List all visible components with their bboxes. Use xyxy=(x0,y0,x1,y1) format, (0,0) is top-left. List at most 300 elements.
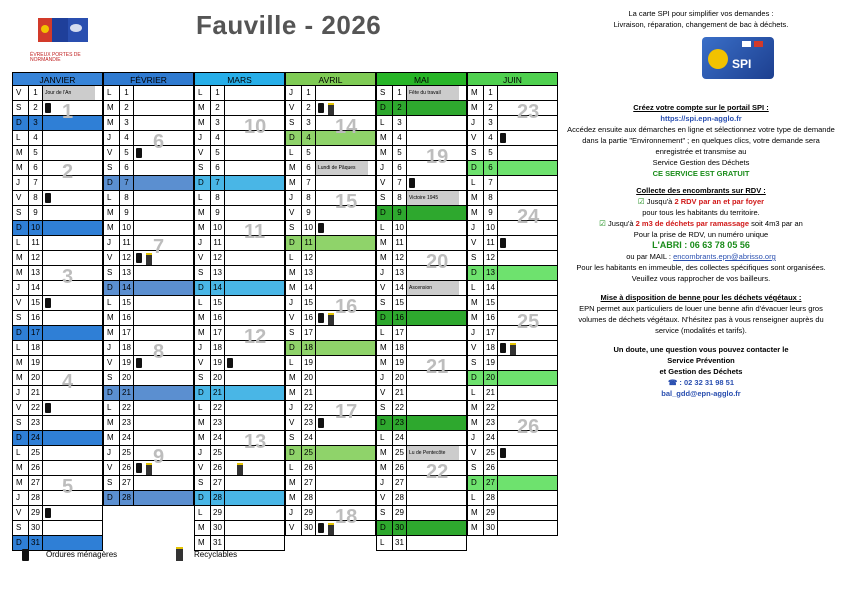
week-number: 11 xyxy=(244,221,266,243)
day-row xyxy=(103,116,194,131)
day-number: 29 xyxy=(211,506,225,520)
day-row xyxy=(103,176,194,191)
day-row xyxy=(103,311,194,326)
day-row xyxy=(285,491,376,506)
day-row xyxy=(194,371,285,386)
weekday-letter: L xyxy=(195,506,211,520)
weekday-letter: M xyxy=(377,146,393,160)
weekday-letter: M xyxy=(377,341,393,355)
weekday-letter: D xyxy=(13,326,29,340)
weekday-letter: M xyxy=(377,131,393,145)
day-number: 29 xyxy=(484,506,498,520)
day-row xyxy=(194,311,285,326)
day-row xyxy=(12,131,103,146)
day-row xyxy=(285,446,376,461)
day-number: 21 xyxy=(211,386,225,400)
weekday-letter: M xyxy=(195,311,211,325)
dumpster-text: EPN permet aux particuliers de louer une benne afin d'évacuer leurs gros volumes de déchets végétaux. N'hésitez pas à vous renseigner auprès du service (modalités et tarifs). xyxy=(578,304,824,335)
trash-bin-icon xyxy=(136,148,142,158)
weekday-letter: L xyxy=(286,461,302,475)
abri-phone: L'ABRI : 06 63 78 05 56 xyxy=(652,240,750,250)
week-number: 21 xyxy=(426,356,449,378)
weekday-letter: S xyxy=(195,476,211,490)
day-row xyxy=(103,356,194,371)
weekday-letter: V xyxy=(13,191,29,205)
weekday-letter: M xyxy=(377,446,393,460)
day-row xyxy=(103,191,194,206)
day-row xyxy=(376,176,467,191)
day-number: 25 xyxy=(302,446,316,460)
day-row xyxy=(194,536,285,551)
day-number: 28 xyxy=(484,491,498,505)
day-row xyxy=(285,341,376,356)
day-number: 11 xyxy=(393,236,407,250)
day-number: 30 xyxy=(302,521,316,535)
weekday-letter: M xyxy=(377,461,393,475)
day-row xyxy=(285,221,376,236)
day-row xyxy=(467,251,558,266)
weekday-letter: L xyxy=(13,236,29,250)
day-number: 28 xyxy=(211,491,225,505)
day-row xyxy=(194,416,285,431)
day-number: 16 xyxy=(302,311,316,325)
weekday-letter: S xyxy=(286,326,302,340)
day-number: 7 xyxy=(29,176,43,190)
day-row xyxy=(12,311,103,326)
day-row xyxy=(103,131,194,146)
day-number: 8 xyxy=(120,191,134,205)
weekday-letter: V xyxy=(286,311,302,325)
day-number: 30 xyxy=(393,521,407,535)
day-number: 30 xyxy=(484,521,498,535)
day-number: 20 xyxy=(393,371,407,385)
day-row xyxy=(103,251,194,266)
day-number: 22 xyxy=(120,401,134,415)
day-number: 26 xyxy=(29,461,43,475)
trash-bin-icon xyxy=(45,298,51,308)
weekday-letter: S xyxy=(377,191,393,205)
day-row xyxy=(12,356,103,371)
week-number: 25 xyxy=(517,311,540,333)
weekday-letter: S xyxy=(195,266,211,280)
weekday-letter: D xyxy=(104,281,120,295)
weekday-letter: L xyxy=(104,191,120,205)
day-row xyxy=(467,101,558,116)
day-number: 8 xyxy=(29,191,43,205)
day-number: 13 xyxy=(29,266,43,280)
weekday-letter: V xyxy=(13,296,29,310)
day-row xyxy=(103,446,194,461)
weekday-letter: D xyxy=(195,386,211,400)
day-number: 23 xyxy=(484,416,498,430)
day-number: 23 xyxy=(302,416,316,430)
day-row xyxy=(103,476,194,491)
week-number: 7 xyxy=(153,236,165,258)
trash-bin-icon xyxy=(318,418,324,428)
day-row xyxy=(285,401,376,416)
day-number: 27 xyxy=(120,476,134,490)
recycling-bin-icon xyxy=(176,547,183,561)
week-number: 8 xyxy=(153,341,165,363)
day-row xyxy=(285,356,376,371)
week-number: 17 xyxy=(335,401,358,423)
day-row xyxy=(12,416,103,431)
day-row xyxy=(376,116,467,131)
day-number: 24 xyxy=(393,431,407,445)
day-row xyxy=(194,101,285,116)
weekday-letter: S xyxy=(104,161,120,175)
day-row xyxy=(194,401,285,416)
weekday-letter: D xyxy=(104,491,120,505)
day-number: 28 xyxy=(29,491,43,505)
weekday-letter: J xyxy=(104,131,120,145)
day-row xyxy=(467,296,558,311)
day-number: 29 xyxy=(29,506,43,520)
trash-bin-icon xyxy=(318,103,324,113)
weekday-letter: J xyxy=(195,446,211,460)
weekday-letter: M xyxy=(468,521,484,535)
day-row xyxy=(12,206,103,221)
weekday-letter: M xyxy=(468,86,484,100)
day-number: 15 xyxy=(302,296,316,310)
bulky-mail: ou par MAIL : encombrants.epn@abrisso.org xyxy=(626,252,776,261)
day-number: 7 xyxy=(484,176,498,190)
day-number: 31 xyxy=(393,536,407,550)
month-header: JANVIER xyxy=(12,72,103,86)
day-number: 5 xyxy=(484,146,498,160)
weekday-letter: S xyxy=(13,101,29,115)
day-number: 4 xyxy=(211,131,225,145)
day-number: 31 xyxy=(29,536,43,550)
weekday-letter: L xyxy=(468,281,484,295)
trash-bin-icon xyxy=(500,133,506,143)
day-number: 5 xyxy=(29,146,43,160)
dumpster-title: Mise à disposition de benne pour les déchets végétaux : xyxy=(600,293,802,302)
holiday-label: Fête du travail xyxy=(407,86,459,100)
recycling-bin-icon xyxy=(328,313,334,325)
day-number: 16 xyxy=(211,311,225,325)
weekday-letter: J xyxy=(195,236,211,250)
day-row xyxy=(194,191,285,206)
weekday-letter: L xyxy=(195,401,211,415)
weekday-letter: J xyxy=(377,161,393,175)
recycling-bin-icon xyxy=(237,463,243,475)
weekday-letter: V xyxy=(468,341,484,355)
trash-bin-icon xyxy=(136,463,142,473)
day-number: 22 xyxy=(302,401,316,415)
day-row xyxy=(285,521,376,536)
day-row xyxy=(285,266,376,281)
day-number: 21 xyxy=(302,386,316,400)
day-row xyxy=(194,251,285,266)
weekday-letter: J xyxy=(286,191,302,205)
weekday-letter: S xyxy=(104,371,120,385)
building-note: Pour les habitants en immeuble, des collectes spécifiques sont organisées. xyxy=(576,263,826,272)
weekday-letter: V xyxy=(13,401,29,415)
day-number: 9 xyxy=(29,206,43,220)
weekday-letter: M xyxy=(468,191,484,205)
day-number: 3 xyxy=(29,116,43,130)
day-number: 10 xyxy=(484,221,498,235)
day-number: 11 xyxy=(302,236,316,250)
recycling-bin-icon xyxy=(328,523,334,535)
day-row xyxy=(285,326,376,341)
weekday-letter: V xyxy=(377,386,393,400)
day-row xyxy=(194,506,285,521)
day-number: 20 xyxy=(211,371,225,385)
contact-line-1: Un doute, une question vous pouvez contacter le xyxy=(613,345,789,354)
week-number: 10 xyxy=(244,116,267,138)
weekday-letter: L xyxy=(195,191,211,205)
weekday-letter: M xyxy=(468,206,484,220)
month-column xyxy=(467,72,558,538)
weekday-letter: M xyxy=(468,311,484,325)
weekday-letter: V xyxy=(377,281,393,295)
weekday-letter: D xyxy=(13,116,29,130)
day-row xyxy=(285,146,376,161)
weekday-letter: M xyxy=(195,431,211,445)
weekday-letter: S xyxy=(13,311,29,325)
weekday-letter: M xyxy=(286,476,302,490)
trash-bin-icon xyxy=(500,343,506,353)
day-row xyxy=(103,296,194,311)
day-row xyxy=(467,356,558,371)
day-row xyxy=(103,101,194,116)
day-row xyxy=(12,281,103,296)
day-number: 22 xyxy=(393,401,407,415)
weekday-letter: J xyxy=(468,221,484,235)
weekday-letter: J xyxy=(195,341,211,355)
day-row xyxy=(285,296,376,311)
week-number: 18 xyxy=(335,506,358,528)
legend-household: Ordures ménagères xyxy=(46,550,118,559)
day-number: 11 xyxy=(29,236,43,250)
weekday-letter: D xyxy=(195,176,211,190)
day-row xyxy=(194,206,285,221)
day-row xyxy=(467,521,558,536)
weekday-letter: D xyxy=(13,431,29,445)
week-number: 15 xyxy=(335,191,358,213)
day-number: 11 xyxy=(120,236,134,250)
day-row xyxy=(12,161,103,176)
day-row xyxy=(285,101,376,116)
day-row xyxy=(285,161,376,176)
week-number: 13 xyxy=(244,431,267,453)
day-row xyxy=(285,176,376,191)
trash-bin-icon xyxy=(318,523,324,533)
week-number: 6 xyxy=(153,131,165,153)
weekday-letter: J xyxy=(104,341,120,355)
weekday-letter: V xyxy=(104,251,120,265)
month-column xyxy=(12,72,103,547)
day-number: 1 xyxy=(211,86,225,100)
weekday-letter: V xyxy=(286,521,302,535)
trash-bin-icon xyxy=(500,238,506,248)
day-number: 6 xyxy=(29,161,43,175)
day-row xyxy=(12,221,103,236)
day-number: 3 xyxy=(393,116,407,130)
weekday-letter: S xyxy=(104,266,120,280)
day-row xyxy=(467,161,558,176)
weekday-letter: M xyxy=(13,146,29,160)
portal-link[interactable]: https://spi.epn-agglo.fr xyxy=(660,114,742,123)
day-number: 26 xyxy=(302,461,316,475)
day-row xyxy=(12,341,103,356)
weekday-letter: J xyxy=(286,86,302,100)
weekday-letter: S xyxy=(377,296,393,310)
day-number: 20 xyxy=(302,371,316,385)
weekday-letter: J xyxy=(468,431,484,445)
week-number: 5 xyxy=(62,476,74,498)
weekday-letter: M xyxy=(13,461,29,475)
day-number: 16 xyxy=(484,311,498,325)
day-number: 18 xyxy=(211,341,225,355)
weekday-letter: D xyxy=(195,491,211,505)
weekday-letter: M xyxy=(468,416,484,430)
day-number: 15 xyxy=(484,296,498,310)
day-row xyxy=(103,281,194,296)
day-number: 2 xyxy=(393,101,407,115)
day-number: 17 xyxy=(211,326,225,340)
month-header: AVRIL xyxy=(285,72,376,86)
holiday-label: Lundi de Pâques xyxy=(316,161,368,175)
weekday-letter: L xyxy=(377,326,393,340)
day-row xyxy=(103,161,194,176)
day-row xyxy=(285,236,376,251)
day-number: 24 xyxy=(211,431,225,445)
day-number: 11 xyxy=(211,236,225,250)
day-row xyxy=(12,521,103,536)
day-number: 13 xyxy=(393,266,407,280)
day-row xyxy=(467,506,558,521)
day-row xyxy=(376,506,467,521)
weekday-letter: V xyxy=(195,356,211,370)
bulky-rule-1b: pour tous les habitants du territoire. xyxy=(642,208,760,217)
day-row xyxy=(467,476,558,491)
page-title: Fauville - 2026 xyxy=(196,10,382,40)
day-row xyxy=(467,416,558,431)
day-number: 27 xyxy=(393,476,407,490)
day-number: 17 xyxy=(484,326,498,340)
weekday-letter: M xyxy=(104,206,120,220)
day-number: 19 xyxy=(302,356,316,370)
day-row xyxy=(12,431,103,446)
weekday-letter: J xyxy=(286,296,302,310)
day-number: 27 xyxy=(211,476,225,490)
weekday-letter: L xyxy=(195,296,211,310)
weekday-letter: M xyxy=(13,356,29,370)
month-header: FÉVRIER xyxy=(103,72,194,86)
day-row xyxy=(467,191,558,206)
weekday-letter: V xyxy=(468,446,484,460)
trash-bin-icon xyxy=(318,313,324,323)
day-number: 3 xyxy=(211,116,225,130)
day-row xyxy=(194,266,285,281)
weekday-letter: M xyxy=(195,221,211,235)
weekday-letter: V xyxy=(468,236,484,250)
day-row xyxy=(376,386,467,401)
weekday-letter: S xyxy=(195,371,211,385)
day-row xyxy=(376,191,467,206)
weekday-letter: J xyxy=(377,266,393,280)
trash-bin-icon xyxy=(318,223,324,233)
day-row xyxy=(12,491,103,506)
day-row xyxy=(194,236,285,251)
checkbox-icon: ☑ xyxy=(637,197,647,206)
weekday-letter: M xyxy=(286,161,302,175)
day-number: 23 xyxy=(29,416,43,430)
day-row xyxy=(103,371,194,386)
day-number: 8 xyxy=(484,191,498,205)
day-row xyxy=(376,206,467,221)
day-row xyxy=(194,176,285,191)
day-row xyxy=(376,266,467,281)
weekday-letter: M xyxy=(104,101,120,115)
weekday-letter: M xyxy=(286,266,302,280)
day-number: 15 xyxy=(120,296,134,310)
logo-text: ÉVREUX PORTES DE NORMANDIE xyxy=(30,52,81,63)
day-row xyxy=(376,311,467,326)
contact-mail-link[interactable]: bal_gdd@epn-agglo.fr xyxy=(661,389,741,398)
day-number: 14 xyxy=(484,281,498,295)
day-number: 4 xyxy=(29,131,43,145)
weekday-letter: V xyxy=(195,146,211,160)
day-row xyxy=(376,131,467,146)
weekday-letter: V xyxy=(286,416,302,430)
day-row xyxy=(467,116,558,131)
day-number: 5 xyxy=(120,146,134,160)
day-number: 16 xyxy=(393,311,407,325)
day-row xyxy=(285,311,376,326)
weekday-letter: S xyxy=(13,521,29,535)
day-number: 1 xyxy=(484,86,498,100)
weekday-letter: L xyxy=(377,221,393,235)
day-number: 11 xyxy=(484,236,498,250)
week-number: 24 xyxy=(517,206,540,228)
day-number: 29 xyxy=(302,506,316,520)
weekday-letter: J xyxy=(377,476,393,490)
day-row xyxy=(376,521,467,536)
week-number: 22 xyxy=(426,461,449,483)
weekday-letter: L xyxy=(13,131,29,145)
month-column xyxy=(194,72,285,547)
day-row xyxy=(194,131,285,146)
weekday-letter: L xyxy=(377,536,393,550)
week-number: 23 xyxy=(517,101,540,123)
weekday-letter: D xyxy=(468,476,484,490)
weekday-letter: M xyxy=(468,296,484,310)
weekday-letter: M xyxy=(195,521,211,535)
day-row xyxy=(285,461,376,476)
weekday-letter: V xyxy=(104,356,120,370)
bulky-mail-link[interactable]: encombrants.epn@abrisso.org xyxy=(673,252,776,261)
intro-line-1: La carte SPI pour simplifier vos demandes : xyxy=(628,9,774,18)
weekday-letter: D xyxy=(468,371,484,385)
day-row xyxy=(467,386,558,401)
week-number: 26 xyxy=(517,416,540,438)
day-row xyxy=(103,146,194,161)
day-number: 16 xyxy=(120,311,134,325)
day-row xyxy=(467,431,558,446)
day-row xyxy=(376,371,467,386)
day-number: 26 xyxy=(211,461,225,475)
day-row xyxy=(467,461,558,476)
day-row xyxy=(12,176,103,191)
day-number: 5 xyxy=(211,146,225,160)
day-number: 22 xyxy=(484,401,498,415)
day-number: 9 xyxy=(484,206,498,220)
day-number: 8 xyxy=(211,191,225,205)
